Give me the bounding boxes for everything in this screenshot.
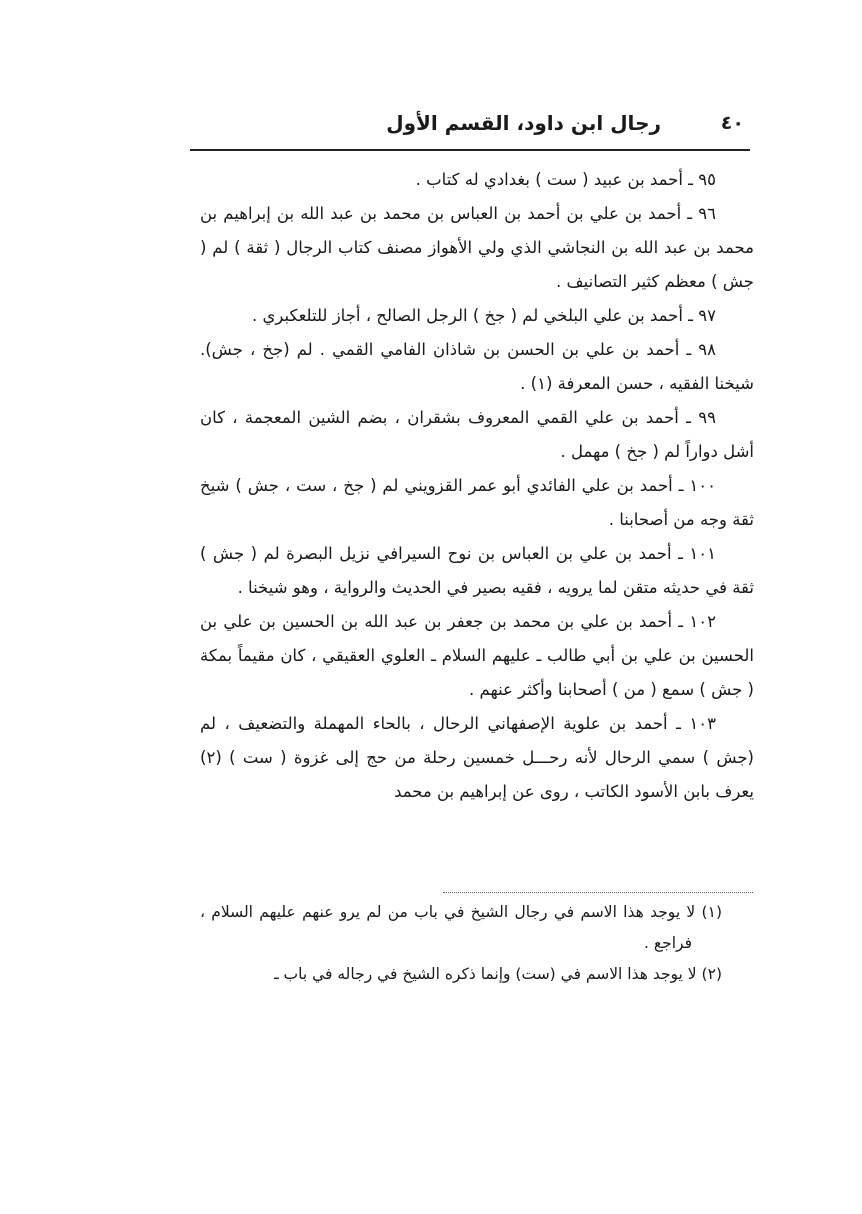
header-rule xyxy=(190,149,750,151)
entry-98: ٩٨ ـ أحمد بن علي بن الحسن بن شاذان الفامي القمي . لم (جخ ، جش). شيخنا الفقيه ، حسن المعرفة (١) . xyxy=(200,340,754,393)
entry-101: ١٠١ ـ أحمد بن علي بن العباس بن نوح السيرافي نزيل البصرة لم ( جش ) ثقة في حديثه متقن لما يرويه ، فقيه بصير في الحديث والرواية ، وهو شيخنا . xyxy=(200,544,754,597)
entries-list xyxy=(200,163,754,809)
running-header-title: رجال ابن داود، القسم الأول xyxy=(386,111,661,135)
entry-103: ١٠٣ ـ أحمد بن علوية الإصفهاني الرحال ، بالحاء المهملة والتضعيف ، لم (جش ) سمي الرحال لأنه رحـــل خمسين رحلة من حج إلى غزوة ( ست ) (٢) يعرف بابن الأسود الكاتب ، روى عن إبراهيم بن محمد xyxy=(200,714,754,801)
footnote-separator xyxy=(443,892,753,893)
entry-99: ٩٩ ـ أحمد بن علي القمي المعروف بشقران ، بضم الشين المعجمة ، كان أشل دواراً لم ( جخ ) مهمل . xyxy=(200,408,754,461)
running-header xyxy=(196,108,756,142)
entry-97: ٩٧ ـ أحمد بن علي البلخي لم ( جخ ) الرجل الصالح ، أجاز للتلعكبري . xyxy=(251,306,716,325)
entry-102: ١٠٢ ـ أحمد بن علي بن محمد بن جعفر بن عبد الله بن الحسين بن علي بن الحسين بن علي بن أبي طالب ـ عليهم السلام ـ العلوي العقيقي ، كان مقيماً بمكة ( جش ) سمع ( من ) أصحابنا وأكثر عنهم . xyxy=(200,612,754,699)
page-number: ٤٠ xyxy=(720,112,744,134)
footnote-1: (١) لا يوجد هذا الاسم في رجال الشيخ في باب من لم يرو عنهم عليهم السلام ، فراجع . xyxy=(200,903,722,952)
entry-95: ٩٥ ـ أحمد بن عبيد ( ست ) بغدادي له كتاب . xyxy=(415,170,716,189)
footnotes xyxy=(200,897,722,990)
entry-96: ٩٦ ـ أحمد بن علي بن أحمد بن العباس بن محمد بن عبد الله بن إبراهيم بن محمد بن عبد الله بن النجاشي الذي ولي الأهواز مصنف كتاب الرجال ( ثقة ) لم ( جش ) معظم كثير التصانيف . xyxy=(200,204,754,291)
entry-100: ١٠٠ ـ أحمد بن علي الفائدي أبو عمر القزويني لم ( جخ ، ست ، جش ) شيخ ثقة وجه من أصحابنا . xyxy=(200,476,754,529)
footnote-2: (٢) لا يوجد هذا الاسم في (ست) وإنما ذكره الشيخ في رجاله في باب ـ xyxy=(274,965,722,983)
